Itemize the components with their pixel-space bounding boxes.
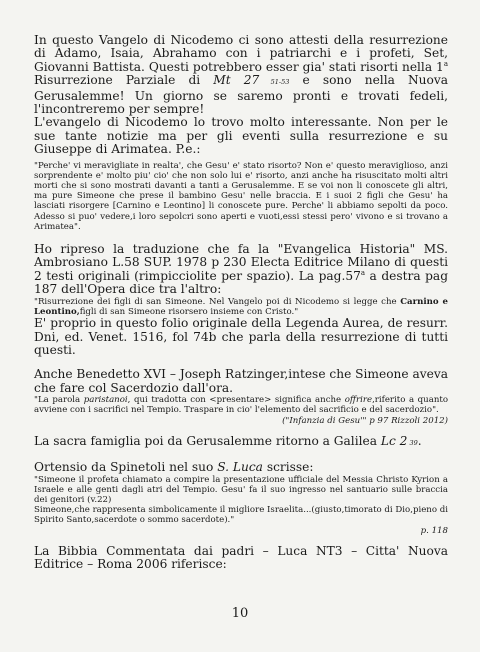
paragraph-ortensio: Ortensio da Spinetoli nel suo S. Luca scrisse: (34, 460, 314, 475)
paragraph-bibbia-commentata: La Bibbia Commentata dai padri – Luca NT3 – Citta' Nuova Editrice – Roma 2006 riferisce: (34, 543, 448, 572)
quote-nicodemo: "Perche' vi meravigliate in realta', che Gesu' e' stato risorto? Non e' questo meraviglioso, anzi sorprendente e' molto piu' cio' che non solo lui e' risorto, anzi anche ha risuscitato molti altri morti che si sono mostrati davanti a tanti a Gerusalemme. E se voi non li conoscete gli altri, ma pure Simeone che prese il bambino Gesu' nelle braccia. E i suoi 2 figli che Gesu' ha lasciati risorgere [Carnino e Leontino] li conoscete pure. Perche' li abbiamo sepolti da poco. Adesso si puo' vedere,i loro sepolcri sono aperti e vuoti,essi stessi pero' vivono e si trovano a Arimatea". (34, 160, 448, 232)
paragraph-nicodemo-intro: In questo Vangelo di Nicodemo ci sono attesti della resurrezione di Adamo, Isaia, Abrahamo con i patriarchi e i profeti, Set, Giovanni Battista. Questi potrebbero esser gia' stati risorti nella 1$^a$ Risurrezione Parziale di Mt 27 51-53 e sono nella Nuova Gerusalemme! Un giorno se saremo pronti e trovati fedeli, l'incontreremo per sempre! (34, 33, 448, 117)
page-number: 10 (231, 606, 249, 621)
paragraph-benedetto: Anche Benedetto XVI – Joseph Ratzinger,intese che Simeone aveva che fare col Sacerdozio dall'ora. (34, 367, 448, 395)
citation-ratzinger: ("Infanzia di Gesu'" p 97 Rizzoli 2012) (282, 415, 448, 426)
document-page (34, 34, 448, 572)
quote-ratzinger: "La parola paristanoi, qui tradotta con <presentare> significa anche offrire,riferito a quanto avviene con i sacrifici nel Tempio. Traspare in cio' l'elemento del sacrificio e del sacerdozio". (34, 395, 448, 416)
scripture-reference: Lc 2 39 (380, 433, 418, 448)
scripture-reference: Mt 27 51-53 (213, 73, 290, 88)
citation-spinetoli: p. 118 (420, 525, 448, 536)
quote-risurrezione-figli: "Risurrezione dei figli di san Simeone. Nel Vangelo poi di Nicodemo si legge che Carnino e Leontino,figli di san Simeone risorsero insieme con Cristo." (34, 296, 448, 317)
paragraph-evangelo: L'evangelo di Nicodemo lo trovo molto interessante. Non per le sue tante notizie ma per gli eventi sulla resurrezione e su Giuseppe di Arimatea. P.e.: (34, 115, 448, 157)
paragraph-traduzione: Ho ripreso la traduzione che fa la "Evangelica Historia" MS. Ambrosiano L.58 SUP. 1978 p 230 Electa Editrice Milano di questi 2 testi originali (rimpicciolite per spazio). La pag.57$^a$ a destra pag 187 dell'Opera dice tra l'altro: (34, 242, 448, 297)
paragraph-legenda-aurea: E' proprio in questo folio originale della Legenda Aurea, de resurr. Dni, ed. Venet. 1516, fol 74b che parla della resurrezione di tutti questi. (34, 316, 448, 357)
paragraph-sacra-famiglia: La sacra famiglia poi da Gerusalemme ritorno a Galilea Lc 2 39. (34, 433, 422, 448)
quote-spinetoli: "Simeone il profeta chiamato a compire la presentazione ufficiale del Messia Christo Kyrion a Israele e alle genti dagli atri del Tempio. Gesu' fa il suo ingresso nel santuario sulle braccia dei genitori (v.22) Simeone,che rappresenta simbolicamente il migliore Israelita...(giusto,timorato di Dio,pieno di Spirito Santo,sacerdote o sommo sacerdote)." (34, 474, 448, 526)
